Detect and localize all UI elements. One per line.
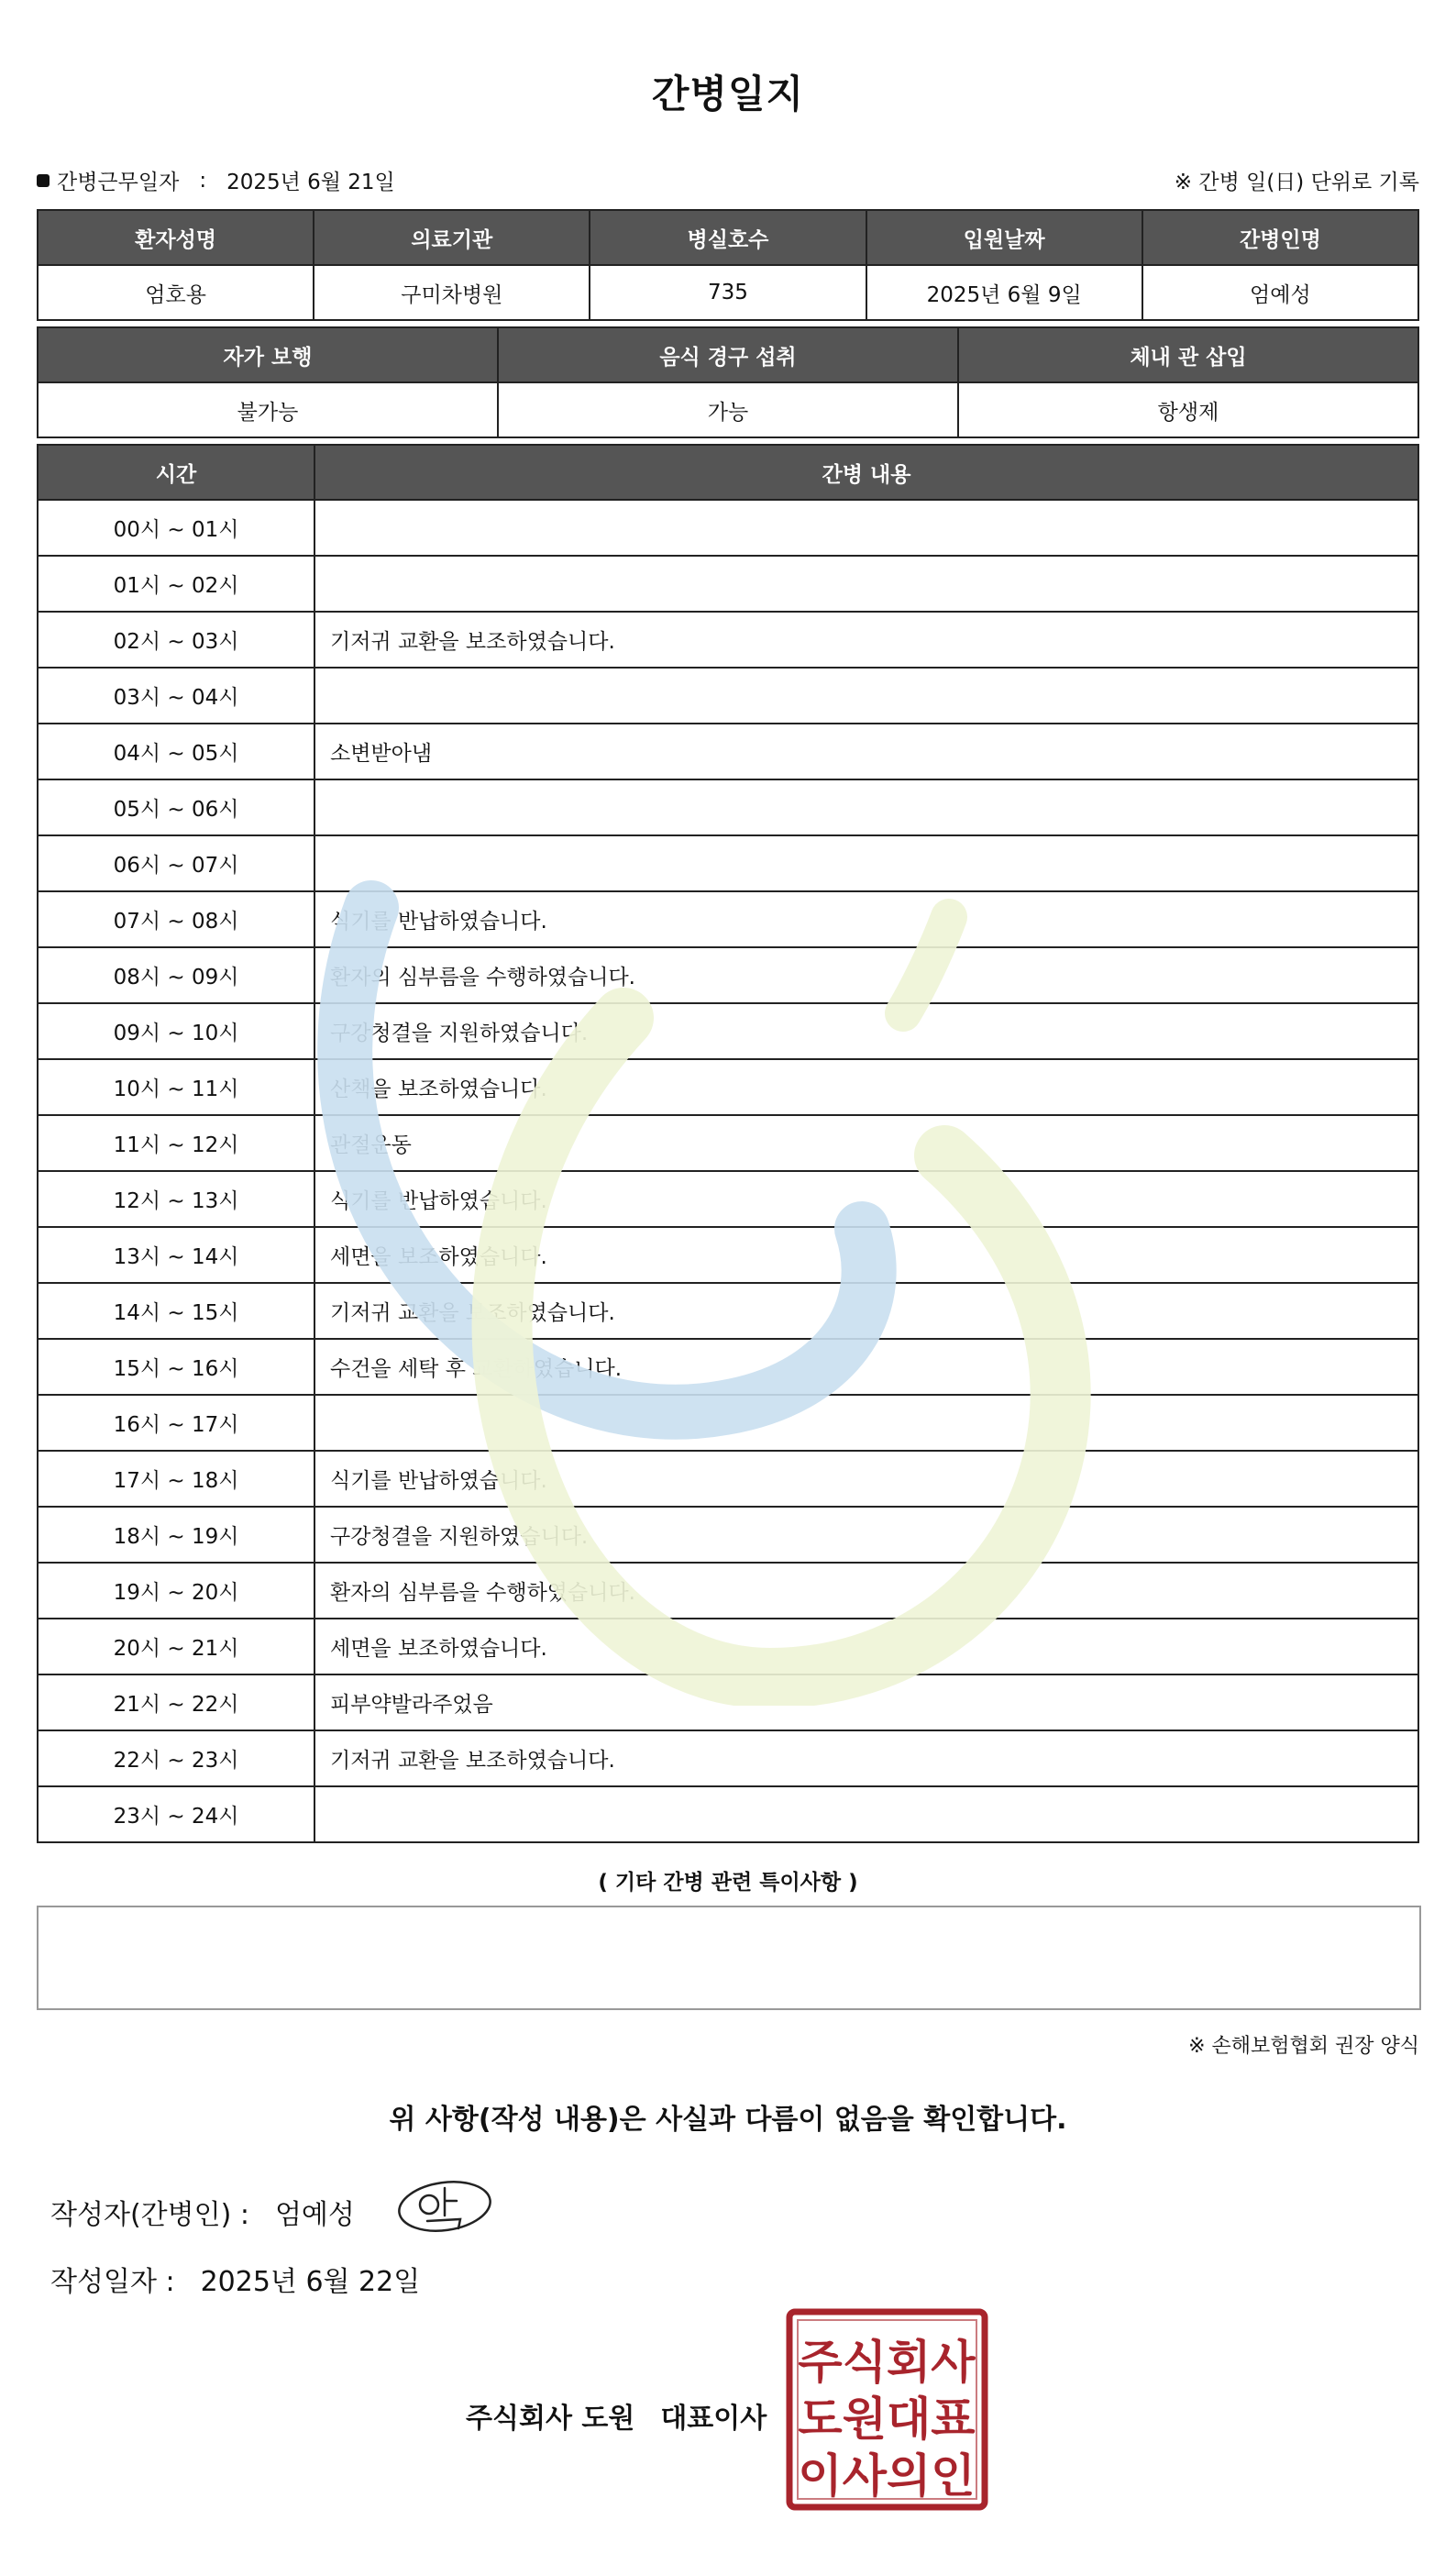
company-role: 대표이사 <box>660 2403 767 2435</box>
table-row <box>38 1786 1418 1842</box>
care-content <box>314 1395 1418 1451</box>
care-content <box>314 1786 1418 1842</box>
admit-date: 2025년 6월 9일 <box>866 265 1142 320</box>
time-slot: 21시 ~ 22시 <box>38 1674 314 1730</box>
care-content: 환자의 심부름을 수행하였습니다. <box>314 947 1418 1003</box>
care-content: 환자의 심부름을 수행하였습니다. <box>314 1563 1418 1619</box>
table-row <box>38 1283 1418 1339</box>
care-content: 피부약발라주었음 <box>314 1674 1418 1730</box>
table-row <box>38 1059 1418 1115</box>
table-row <box>38 1395 1418 1451</box>
care-content: 소변받아냄 <box>314 724 1418 779</box>
table-row <box>38 1619 1418 1674</box>
table-row <box>38 1339 1418 1395</box>
notes-box <box>37 1906 1421 2010</box>
table-row <box>38 1507 1418 1563</box>
writer-row <box>50 2192 355 2232</box>
care-content: 세면을 보조하였습니다. <box>314 1619 1418 1674</box>
walking-status: 불가능 <box>38 382 498 437</box>
care-content: 산책을 보조하였습니다. <box>314 1059 1418 1115</box>
time-slot: 02시 ~ 03시 <box>38 612 314 668</box>
care-content: 구강청결을 지원하였습니다. <box>314 1003 1418 1059</box>
time-slot: 00시 ~ 01시 <box>38 500 314 556</box>
table-row <box>38 1674 1418 1730</box>
header-hospital: 의료기관 <box>314 210 590 265</box>
time-slot: 12시 ~ 13시 <box>38 1171 314 1227</box>
confirmation-text: 위 사항(작성 내용)은 사실과 다름이 없음을 확인합니다. <box>389 2104 1067 2136</box>
time-slot: 22시 ~ 23시 <box>38 1730 314 1786</box>
table-row <box>38 1730 1418 1786</box>
care-content: 식기를 반납하였습니다. <box>314 891 1418 947</box>
patient-info-table <box>37 209 1419 321</box>
unit-note: ※ 간병 일(日) 단위로 기록 <box>1174 171 1419 194</box>
header-caregiver: 간병인명 <box>1142 210 1418 265</box>
time-slot: 17시 ~ 18시 <box>38 1451 314 1507</box>
time-slot: 19시 ~ 20시 <box>38 1563 314 1619</box>
time-slot: 10시 ~ 11시 <box>38 1059 314 1115</box>
care-content: 식기를 반납하였습니다. <box>314 1171 1418 1227</box>
care-content <box>314 835 1418 891</box>
header-care-content: 간병 내용 <box>314 445 1418 500</box>
work-date-value: 2025년 6월 21일 <box>226 171 395 194</box>
table-row <box>38 1451 1418 1507</box>
time-slot: 04시 ~ 05시 <box>38 724 314 779</box>
time-slot: 06시 ~ 07시 <box>38 835 314 891</box>
table-row <box>38 779 1418 835</box>
care-content: 세면을 보조하였습니다. <box>314 1227 1418 1283</box>
care-log-body <box>38 500 1418 1842</box>
time-slot: 20시 ~ 21시 <box>38 1619 314 1674</box>
tube-status: 항생제 <box>958 382 1418 437</box>
written-date-value: 2025년 6월 22일 <box>200 2266 421 2298</box>
time-slot: 01시 ~ 02시 <box>38 556 314 612</box>
table-row <box>38 1171 1418 1227</box>
time-slot: 15시 ~ 16시 <box>38 1339 314 1395</box>
header-oral-intake: 음식 경구 섭취 <box>498 327 958 382</box>
table-row <box>38 724 1418 779</box>
patient-name: 엄호용 <box>38 265 314 320</box>
table-row <box>38 1003 1418 1059</box>
written-date-label: 작성일자 : <box>50 2266 175 2298</box>
handwritten-signature <box>394 2175 495 2239</box>
recommend-note: ※ 손해보험협회 권장 양식 <box>1188 2035 1419 2058</box>
care-content <box>314 500 1418 556</box>
time-slot: 05시 ~ 06시 <box>38 779 314 835</box>
caregiver-name: 엄예성 <box>1142 265 1418 320</box>
header-room: 병실호수 <box>590 210 866 265</box>
care-content <box>314 556 1418 612</box>
care-content: 관절운동 <box>314 1115 1418 1171</box>
writer-label: 작성자(간병인) : <box>50 2199 249 2231</box>
care-content: 기저귀 교환을 보조하였습니다. <box>314 1730 1418 1786</box>
table-row <box>38 1227 1418 1283</box>
written-date-row <box>50 2259 420 2299</box>
room-number: 735 <box>590 265 866 320</box>
seal-line-3: 이사의인 <box>798 2449 976 2503</box>
time-slot: 14시 ~ 15시 <box>38 1283 314 1339</box>
table-row <box>38 500 1418 556</box>
header-tube: 체내 관 삽입 <box>958 327 1418 382</box>
writer-name: 엄예성 <box>274 2199 355 2231</box>
table-row <box>38 612 1418 668</box>
company-signature <box>466 2395 767 2436</box>
care-content: 수건을 세탁 후 교환하였습니다. <box>314 1339 1418 1395</box>
work-date-separator: : <box>199 168 207 193</box>
time-slot: 09시 ~ 10시 <box>38 1003 314 1059</box>
header-admit-date: 입원날짜 <box>866 210 1142 265</box>
table-row <box>38 835 1418 891</box>
care-content: 구강청결을 지원하였습니다. <box>314 1507 1418 1563</box>
notes-title: ( 기타 간병 관련 특이사항 ) <box>598 1871 858 1895</box>
header-patient-name: 환자성명 <box>38 210 314 265</box>
table-row <box>38 1563 1418 1619</box>
time-slot: 11시 ~ 12시 <box>38 1115 314 1171</box>
header-time: 시간 <box>38 445 314 500</box>
document-title: 간병일지 <box>651 72 805 116</box>
care-content: 식기를 반납하였습니다. <box>314 1451 1418 1507</box>
care-content: 기저귀 교환을 보조하였습니다. <box>314 612 1418 668</box>
work-date <box>37 165 395 195</box>
time-slot: 13시 ~ 14시 <box>38 1227 314 1283</box>
table-row <box>38 668 1418 724</box>
patient-status-table <box>37 326 1419 438</box>
table-row <box>38 556 1418 612</box>
table-row <box>38 891 1418 947</box>
table-row <box>38 1115 1418 1171</box>
time-slot: 16시 ~ 17시 <box>38 1395 314 1451</box>
work-date-label: 간병근무일자 <box>57 171 180 194</box>
time-slot: 03시 ~ 04시 <box>38 668 314 724</box>
time-slot: 23시 ~ 24시 <box>38 1786 314 1842</box>
time-slot: 18시 ~ 19시 <box>38 1507 314 1563</box>
time-slot: 08시 ~ 09시 <box>38 947 314 1003</box>
care-content <box>314 779 1418 835</box>
company-seal-stamp <box>784 2306 990 2513</box>
company-name: 주식회사 도원 <box>466 2403 635 2435</box>
care-content <box>314 668 1418 724</box>
time-slot: 07시 ~ 08시 <box>38 891 314 947</box>
seal-line-1: 주식회사 <box>798 2336 976 2389</box>
care-content: 기저귀 교환을 보조하였습니다. <box>314 1283 1418 1339</box>
header-walking: 자가 보행 <box>38 327 498 382</box>
care-log-table <box>37 444 1419 1843</box>
hospital: 구미차병원 <box>314 265 590 320</box>
table-row <box>38 947 1418 1003</box>
oral-intake-status: 가능 <box>498 382 958 437</box>
seal-line-2: 도원대표 <box>798 2393 976 2446</box>
square-bullet-icon <box>37 174 50 187</box>
